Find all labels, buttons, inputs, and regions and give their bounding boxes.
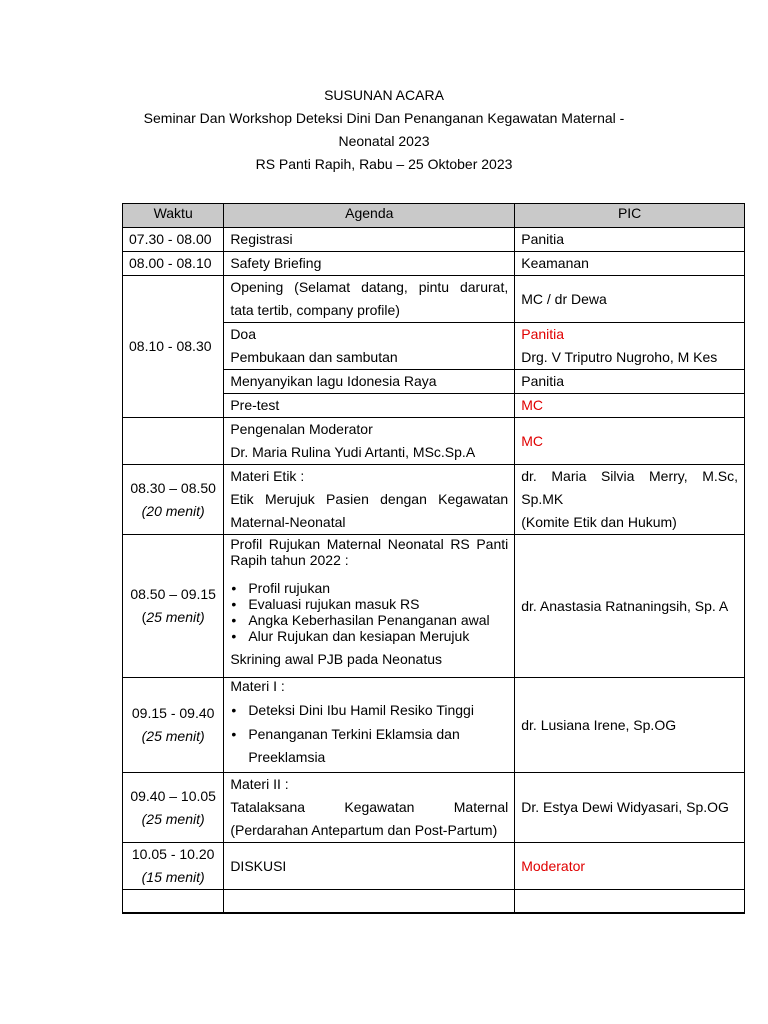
agenda-cell: Menyanyikan lagu Idonesia Raya — [224, 370, 515, 394]
time-cell — [123, 890, 224, 913]
agenda-cell — [224, 773, 515, 843]
document-title: SUSUNAN ACARA — [324, 87, 444, 103]
pic-cell — [515, 890, 745, 913]
list-item: • Evaluasi rujukan masuk RS — [248, 596, 508, 612]
event-name-line2: Neonatal 2023 — [338, 133, 430, 149]
duration: (20 menit) — [141, 502, 205, 519]
duration: (25 menit) — [141, 810, 205, 827]
pic-cell: Keamanan — [515, 252, 745, 276]
table-row-empty — [123, 890, 745, 913]
agenda-cell — [224, 323, 515, 370]
agenda-cell — [224, 890, 515, 913]
agenda-heading: Materi I : — [230, 678, 285, 694]
column-header-agenda: Agenda — [224, 204, 515, 228]
agenda-line: Skrining awal PJB pada Neonatus — [230, 651, 442, 667]
agenda-heading: Materi II : — [230, 776, 289, 792]
doa-pic: Panitia — [521, 326, 565, 342]
agenda-heading: Rapih tahun 2022 : — [230, 552, 349, 568]
pic-cell: Panitia — [515, 370, 745, 394]
topic-list — [230, 698, 508, 746]
table-row — [123, 678, 745, 773]
time-cell — [123, 465, 224, 535]
pic-cell: MC — [515, 418, 745, 465]
moderator-name: Dr. Maria Rulina Yudi Artanti, MSc.Sp.A — [230, 444, 476, 460]
pic-cell: Moderator — [515, 843, 745, 890]
time-range: 09.15 - 09.40 — [131, 705, 215, 721]
pic-cell: dr. Lusiana Irene, Sp.OG — [515, 678, 745, 773]
time-cell — [123, 843, 224, 890]
agenda-heading: Materi Etik : — [230, 468, 305, 484]
table-row — [123, 535, 745, 678]
agenda-cell — [224, 678, 515, 773]
topic-list — [230, 580, 508, 644]
agenda-cell: Registrasi — [224, 228, 515, 252]
pembukaan-text: Pembukaan dan sambutan — [230, 349, 398, 365]
table-row — [123, 276, 745, 323]
column-header-pic: PIC — [515, 204, 745, 228]
time-cell — [123, 418, 224, 465]
time-range: 08.30 – 08.50 — [130, 479, 216, 496]
time-cell: 08.10 - 08.30 — [123, 276, 224, 418]
opening-line1: Opening (Selamat datang, pintu darurat, — [230, 279, 509, 295]
pic-line: Sp.MK — [521, 491, 564, 507]
agenda-line: Etik Merujuk Pasien dengan Kegawatan — [230, 491, 509, 507]
agenda-cell — [224, 465, 515, 535]
list-item: • Angka Keberhasilan Penanganan awal — [248, 612, 508, 628]
pic-cell: MC / dr Dewa — [515, 276, 745, 323]
list-item: • Profil rujukan — [248, 580, 508, 596]
moderator-intro: Pengenalan Moderator — [230, 421, 373, 437]
opening-line2: tata tertib, company profile) — [230, 302, 400, 318]
table-row — [123, 228, 745, 252]
time-range: 09.40 – 10.05 — [130, 787, 216, 804]
agenda-cell: Safety Briefing — [224, 252, 515, 276]
time-cell — [123, 678, 224, 773]
pic-line: dr. Maria Silvia Merry, M.Sc, — [521, 468, 738, 484]
agenda-heading: Profil Rujukan Maternal Neonatal RS Panti — [230, 536, 509, 552]
time-range: 08.50 – 09.15 — [130, 586, 216, 602]
time-range: 10.05 - 10.20 — [131, 846, 215, 862]
schedule-table — [122, 203, 745, 914]
pic-cell: Panitia — [515, 228, 745, 252]
agenda-line: Tatalaksana Kegawatan Maternal — [230, 799, 509, 815]
agenda-line: Preeklamsia — [248, 749, 326, 765]
table-row — [123, 773, 745, 843]
agenda-cell: Pre-test — [224, 394, 515, 418]
time-cell — [123, 535, 224, 678]
pic-cell: Dr. Estya Dewi Widyasari, Sp.OG — [515, 773, 745, 843]
time-cell: 08.00 - 08.10 — [123, 252, 224, 276]
table-row — [123, 843, 745, 890]
agenda-cell: DISKUSI — [224, 843, 515, 890]
pic-line: (Komite Etik dan Hukum) — [521, 514, 677, 530]
agenda-cell — [224, 418, 515, 465]
event-venue-date: RS Panti Rapih, Rabu – 25 Oktober 2023 — [255, 156, 513, 172]
column-header-waktu: Waktu — [123, 204, 224, 228]
agenda-cell — [224, 276, 515, 323]
list-item: • Deteksi Dini Ibu Hamil Resiko Tinggi — [248, 698, 508, 722]
table-row — [123, 418, 745, 465]
list-item: • Penanganan Terkini Eklamsia dan — [248, 722, 508, 746]
duration: (15 menit) — [141, 869, 205, 885]
agenda-line: Maternal-Neonatal — [230, 514, 346, 530]
table-row — [123, 465, 745, 535]
event-name-line1: Seminar Dan Workshop Deteksi Dini Dan Penanganan Kegawatan Maternal - — [143, 110, 625, 126]
pic-cell — [515, 465, 745, 535]
pembukaan-pic: Drg. V Triputro Nugroho, M Kes — [521, 349, 718, 365]
pic-cell: dr. Anastasia Ratnaningsih, Sp. A — [515, 535, 745, 678]
doa-text: Doa — [230, 326, 256, 342]
table-header-row — [123, 204, 745, 228]
pic-cell — [515, 323, 745, 370]
time-cell: 07.30 - 08.00 — [123, 228, 224, 252]
duration: (25 menit) — [141, 728, 205, 744]
agenda-cell — [224, 535, 515, 678]
duration: (25 menit) — [141, 609, 205, 625]
agenda-line: (Perdarahan Antepartum dan Post-Partum) — [230, 822, 498, 838]
table-row — [123, 252, 745, 276]
time-cell — [123, 773, 224, 843]
list-item: • Alur Rujukan dan kesiapan Merujuk — [248, 628, 508, 644]
pic-cell: MC — [515, 394, 745, 418]
